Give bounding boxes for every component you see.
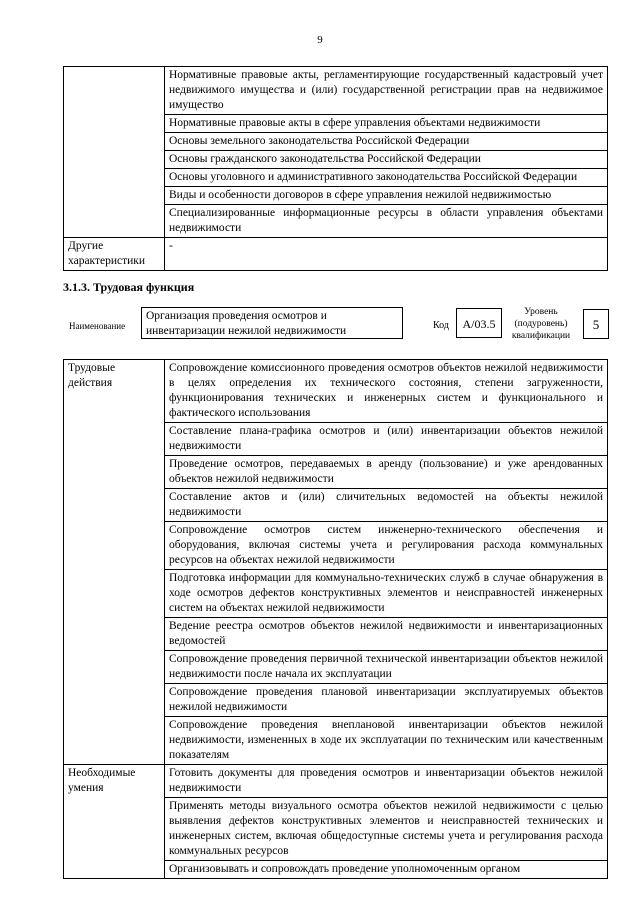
knowledge-item: Основы уголовного и административного законодательства Российской Федерации: [165, 169, 608, 187]
labor-actions-table: [63, 359, 608, 879]
other-characteristics-label: Другие характеристики: [64, 238, 165, 271]
labor-function-header: [63, 304, 608, 346]
table-row: [64, 765, 608, 798]
knowledge-item: Нормативные правовые акты, регламентирующие государственный кадастровый учет недвижимого имущества и (или) государственной регистрации прав на недвижимое имущество: [165, 67, 608, 115]
code-value: А/03.5: [456, 308, 502, 338]
page-number: 9: [317, 34, 323, 46]
code-label: Код: [433, 320, 449, 331]
knowledge-item: Специализированные информационные ресурсы в области управления объектами недвижимости: [165, 205, 608, 238]
skill-item: Применять методы визуального осмотра объектов нежилой недвижимости с целью выявления дефектов конструктивных элементов и неисправностей технических и инженерных систем, включая общедоступные системы учета и регулирования расхода коммунальных ресурсов: [165, 798, 608, 861]
name-value: Организация проведения осмотров и инвентаризации нежилой недвижимости: [141, 307, 403, 339]
action-item: Сопровождение осмотров систем инженерно-технического обеспечения и оборудования, включая системы учета и регулирования расхода коммунальных ресурсов на объектах нежилой недвижимости: [165, 522, 608, 570]
table-row: [64, 360, 608, 423]
other-characteristics-value: -: [165, 238, 608, 271]
action-item: Сопровождение проведения плановой инвентаризации эксплуатируемых объектов нежилой недвижимости: [165, 684, 608, 717]
action-item: Ведение реестра осмотров объектов нежилой недвижимости и инвентаризационных ведомостей: [165, 618, 608, 651]
name-label: Наименование: [69, 321, 126, 331]
knowledge-item: Нормативные правовые акты в сфере управления объектами недвижимости: [165, 115, 608, 133]
action-item: Проведение осмотров, передаваемых в аренду (пользование) и уже арендованных объектов нежилой недвижимости: [165, 456, 608, 489]
action-item: Сопровождение комиссионного проведения осмотров объектов нежилой недвижимости в целях определения их технического состояния, степени загруженности, функционирования технических и инженерных систем и функционального и фактического использования: [165, 360, 608, 423]
knowledge-item: Основы земельного законодательства Российской Федерации: [165, 133, 608, 151]
action-item: Составление плана-графика осмотров и (или) инвентаризации объектов нежилой недвижимости: [165, 423, 608, 456]
actions-label: Трудовые действия: [64, 360, 165, 765]
action-item: Сопровождение проведения первичной технической инвентаризации объектов нежилой недвижимости после начала их эксплуатации: [165, 651, 608, 684]
action-item: Составление актов и (или) сличительных ведомостей на объекты нежилой недвижимости: [165, 489, 608, 522]
table-row: [64, 67, 608, 115]
level-value: 5: [583, 309, 609, 339]
action-item: Подготовка информации для коммунально-технических служб в случае обнаружения в ходе осмотров дефектов конструктивных элементов и неисправностей инженерных систем на объектах нежилой недвижимости: [165, 570, 608, 618]
action-item: Сопровождение проведения внеплановой инвентаризации объектов нежилой недвижимости, измененных в ходе их эксплуатации по техническим или качественным показателям: [165, 717, 608, 765]
skills-label: Необходимые умения: [64, 765, 165, 879]
table-row: [64, 238, 608, 271]
knowledge-item: Основы гражданского законодательства Российской Федерации: [165, 151, 608, 169]
skill-item: Готовить документы для проведения осмотров и инвентаризации объектов нежилой недвижимости: [165, 765, 608, 798]
skill-item: Организовывать и сопровождать проведение уполномоченным органом: [165, 861, 608, 879]
knowledge-item: Виды и особенности договоров в сфере управления нежилой недвижимостью: [165, 187, 608, 205]
knowledge-table: [63, 66, 608, 271]
table-cell-empty: [64, 67, 165, 238]
section-title: 3.1.3. Трудовая функция: [63, 280, 195, 294]
level-label: Уровень (подуровень) квалификации: [511, 307, 571, 341]
